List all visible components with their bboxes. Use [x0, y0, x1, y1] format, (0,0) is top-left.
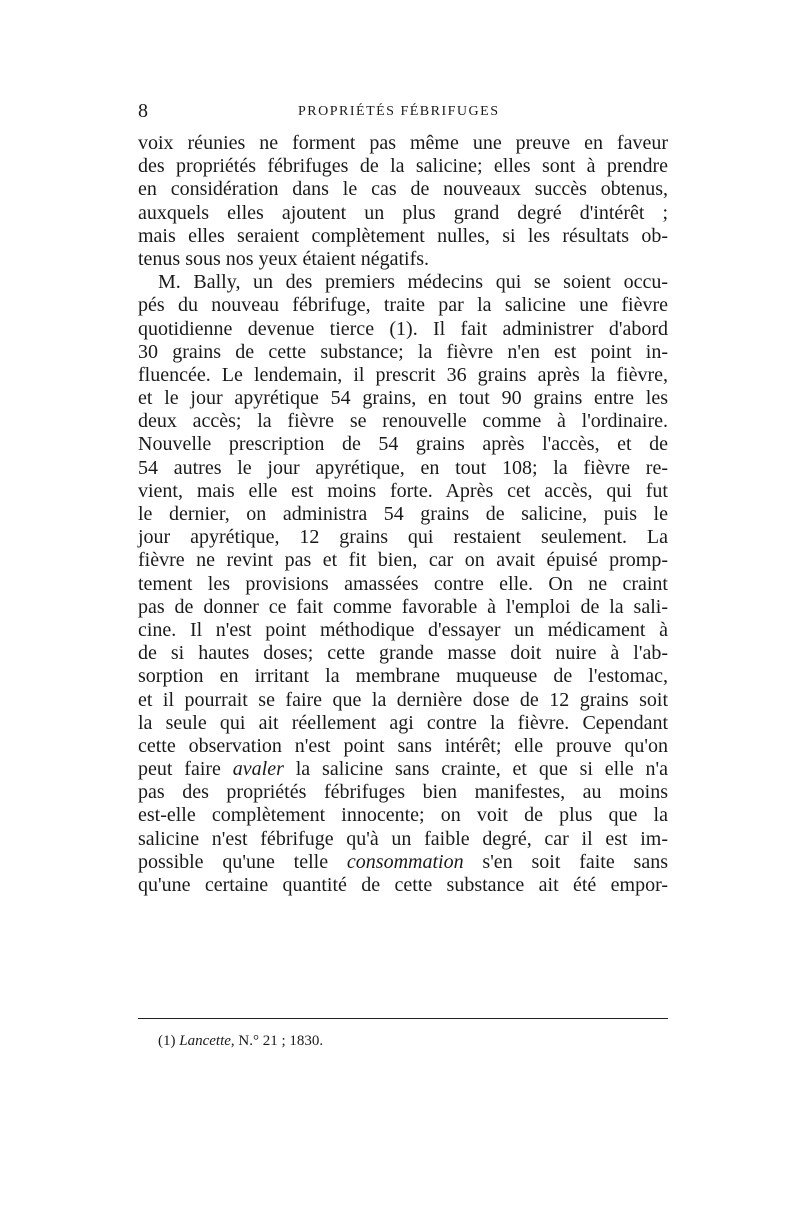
text-line: auxquels elles ajoutent un plus grand degré d'intérêt ; — [138, 201, 668, 224]
text-line: en considération dans le cas de nouveaux succès obtenus, — [138, 178, 668, 201]
text-line: tement les provisions amassées contre elle. On ne craint — [138, 572, 668, 595]
text-line: 54 autres le jour apyrétique, en tout 108; la fièvre re- — [138, 456, 668, 479]
page-header — [138, 100, 668, 126]
text-line: peut faire avaler la salicine sans crainte, et que si elle n'a — [138, 758, 668, 781]
text-line: tenus sous nos yeux étaient négatifs. — [138, 247, 430, 270]
text-line: 30 grains de cette substance; la fièvre n'en est point in- — [138, 340, 668, 363]
text-line: mais elles seraient complètement nulles, si les résultats ob- — [138, 224, 668, 247]
footnote-citation: , N.° 21 ; 1830. — [230, 1033, 324, 1049]
text-line: de si hautes doses; cette grande masse doit nuire à l'ab- — [138, 642, 668, 665]
text-line: deux accès; la fièvre se renouvelle comme à l'ordinaire. — [138, 410, 668, 433]
footnote-rule — [138, 1018, 668, 1019]
text-line: pas de donner ce fait comme favorable à l'emploi de la sali- — [138, 595, 668, 618]
text-line: cette observation n'est point sans intérêt; elle prouve qu'on — [138, 734, 668, 757]
text-line: cine. Il n'est point méthodique d'essayer un médicament à — [138, 618, 668, 641]
text-line: la seule qui ait réellement agi contre la fièvre. Cependant — [138, 711, 668, 734]
text-line: M. Bally, un des premiers médecins qui se soient occu- — [158, 271, 668, 294]
text-line: est-elle complètement innocente; on voit de plus que la — [138, 804, 668, 827]
body-text — [138, 132, 668, 897]
text-line: pas des propriétés fébrifuges bien manifestes, au moins — [138, 781, 668, 804]
text-line: et le jour apyrétique 54 grains, en tout 90 grains entre les — [138, 387, 668, 410]
running-head: PROPRIÉTÉS FÉBRIFUGES — [298, 104, 500, 119]
text-line: Nouvelle prescription de 54 grains après l'accès, et de — [138, 433, 668, 456]
text-line: des propriétés fébrifuges de la salicine; elles sont à prendre — [138, 155, 668, 178]
footnote-source: Lancette — [179, 1033, 231, 1049]
text-line: jour apyrétique, 12 grains qui restaient seulement. La — [138, 526, 668, 549]
page-number: 8 — [138, 100, 148, 122]
text-line: fluencée. Le lendemain, il prescrit 36 grains après la fièvre, — [138, 363, 668, 386]
text-line: possible qu'une telle consommation s'en soit faite sans — [138, 850, 668, 873]
text-line: fièvre ne revint pas et fit bien, car on avait épuisé promp- — [138, 549, 668, 572]
text-line: sorption en irritant la membrane muqueuse de l'estomac, — [138, 665, 668, 688]
text-line: pés du nouveau fébrifuge, traite par la salicine une fièvre — [138, 294, 668, 317]
text-line: et il pourrait se faire que la dernière dose de 12 grains soit — [138, 688, 668, 711]
text-line: qu'une certaine quantité de cette substance ait été empor- — [138, 874, 668, 896]
text-line: salicine n'est fébrifuge qu'à un faible degré, car il est im- — [138, 827, 668, 850]
text-line: le dernier, on administra 54 grains de salicine, puis le — [138, 503, 668, 525]
text-line: voix réunies ne forment pas même une preuve en faveur — [138, 132, 668, 154]
text-line: quotidienne devenue tierce (1). Il fait administrer d'abord — [138, 317, 668, 340]
text-line: vient, mais elle est moins forte. Après cet accès, qui fut — [138, 479, 668, 502]
footnote — [158, 1032, 658, 1050]
footnote-marker: (1) — [158, 1033, 176, 1049]
